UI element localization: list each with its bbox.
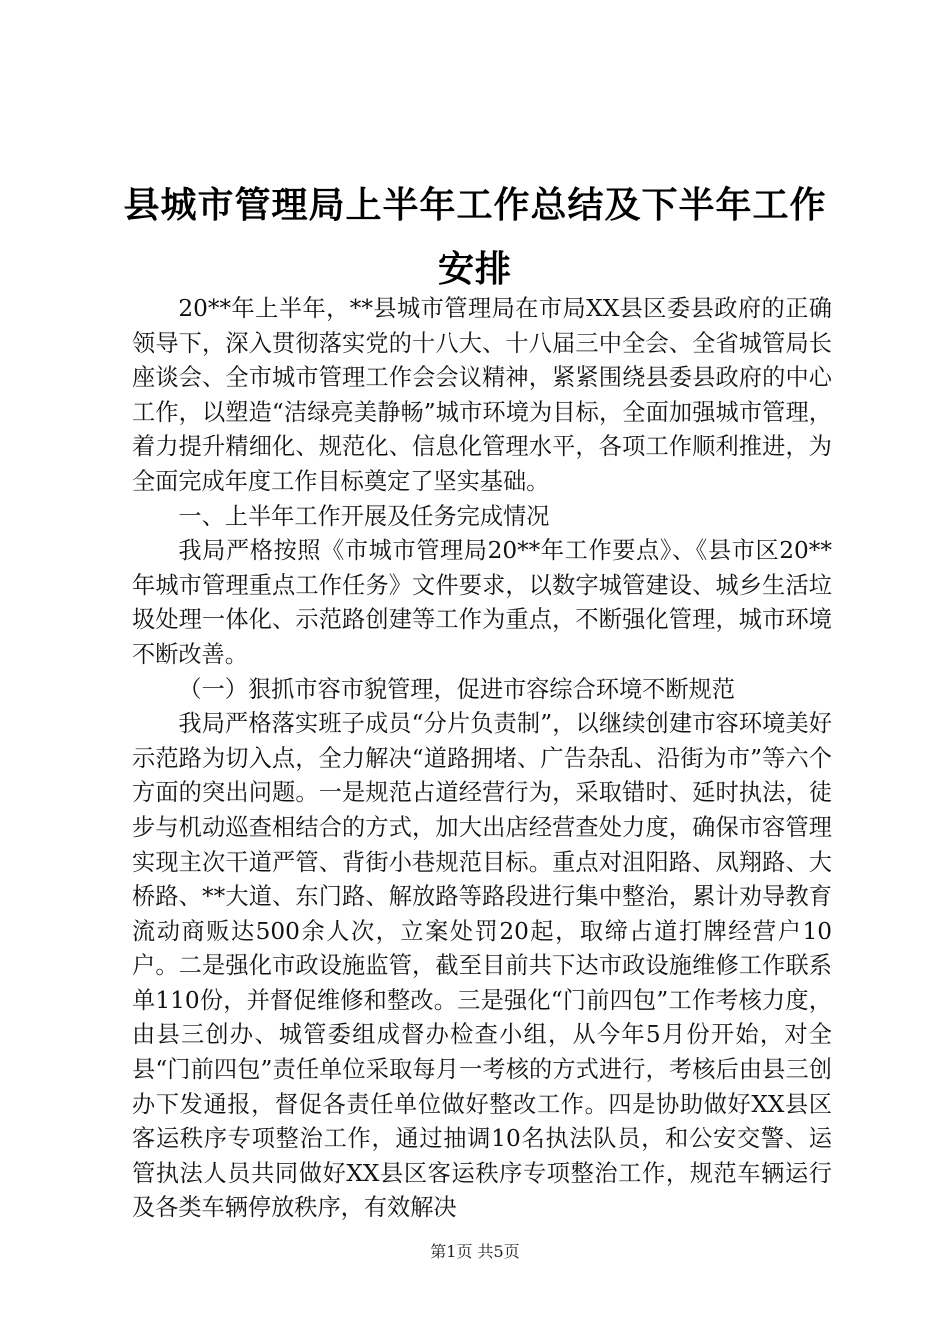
paragraph-intro: 20**年上半年，**县城市管理局在市局XX县区委县政府的正确领导下，深入贯彻落实党的十八大、十八届三中全会、全省城管局长座谈会、全市城市管理工作会会议精神，紧紧围绕县委县政府的中心工作，以塑造“洁绿亮美静畅”城市环境为目标，全面加强城市管理，着力提升精细化、规范化、信息化管理水平，各项工作顺利推进，为全面完成年度工作目标奠定了坚实基础。 bbox=[132, 295, 832, 495]
document-title: 县城市管理局上半年工作总结及下半年工作安排 bbox=[123, 185, 827, 291]
page-footer: 第1页 共5页 bbox=[430, 1242, 520, 1261]
paragraph-section-1: 我局严格按照《市城市管理局20**年工作要点》、《县市区20**年城市管理重点工作任务》文件要求，以数字城管建设、城乡生活垃圾处理一体化、示范路创建等工作为重点，不断强化管理，城市环境不断改善。 bbox=[132, 537, 832, 668]
paragraph-subsection-1: 我局严格落实班子成员“分片负责制”，以继续创建市容环境美好示范路为切入点，全力解决“道路拥堵、广告杂乱、沿街为市”等六个方面的突出问题。一是规范占道经营行为，采取错时、延时执法，徒步与机动巡查相结合的方式，加大出店经营查处力度，确保市容管理实现主次干道严管、背街小巷规范目标。重点对沮阳路、凤翔路、大桥路、**大道、东门路、解放路等路段进行集中整治，累计劝导教育流动商贩达500余人次，立案处罚20起，取缔占道打牌经营户10户。二是强化市政设施监管，截至目前共下达市政设施维修工作联系单110份，并督促维修和整改。三是强化“门前四包”工作考核力度，由县三创办、城管委组成督办检查小组，从今年5月份开始，对全县“门前四包”责任单位采取每月一考核的方式进行，考核后由县三创办下发通报，督促各责任单位做好整改工作。四是协助做好XX县区客运秩序专项整治工作，通过抽调10名执法队员，和公安交警、运管执法人员共同做好XX县区客运秩序专项整治工作，规范车辆运行及各类车辆停放秩序，有效解决 bbox=[132, 710, 832, 1222]
section-heading-1: 一、上半年工作开展及任务完成情况 bbox=[178, 502, 550, 530]
subsection-heading-1: （一）狠抓市容市貌管理，促进市容综合环境不断规范 bbox=[178, 675, 735, 703]
document-body bbox=[132, 292, 832, 1226]
